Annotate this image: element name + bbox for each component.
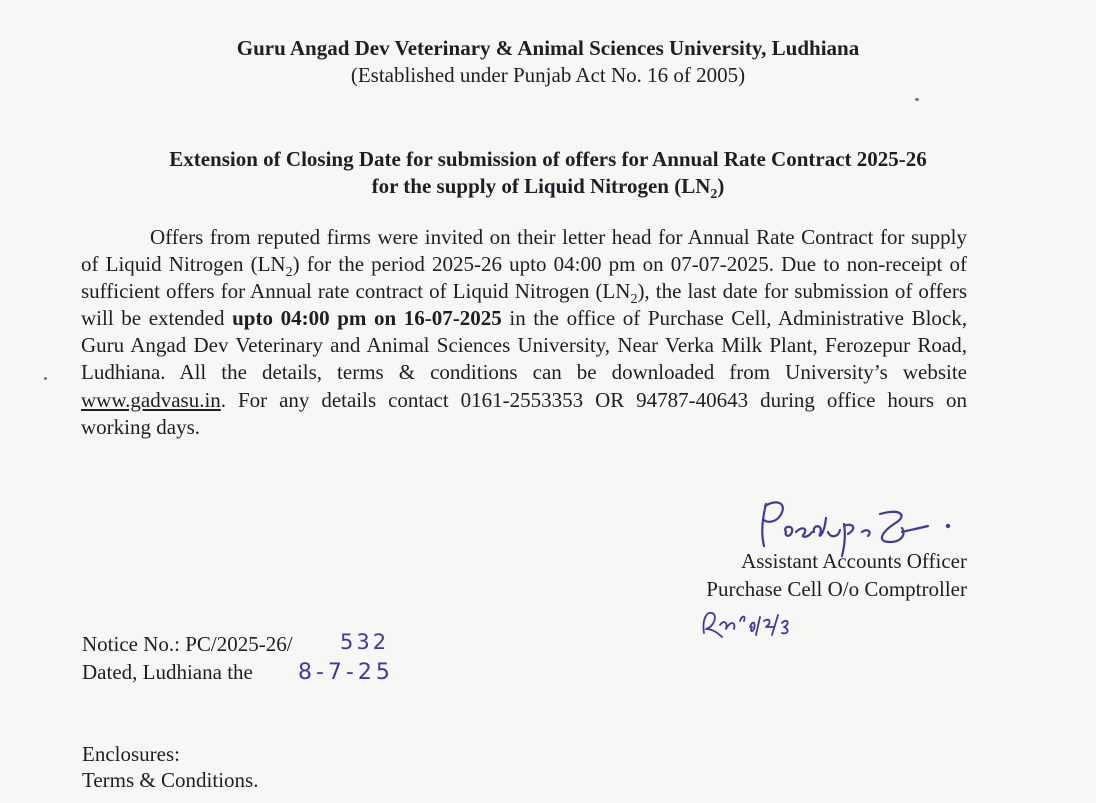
notice-title-line-2 <box>60 173 1036 203</box>
notice-number-label: Notice No.: PC/2025-26/ <box>82 632 293 656</box>
signatory-designation: Assistant Accounts Officer <box>741 549 967 573</box>
body-segment-2: ) for the period 2025-26 upto 04:00 pm on 07-07-2025. Due to non-receipt of sufficient offers for Annual rate contract of Liquid Nitrogen (LN <box>81 252 968 304</box>
website-link[interactable]: www.gadvasu.in <box>81 387 221 412</box>
body-subscript-2: 2 <box>630 292 638 308</box>
enclosure-item: Terms & Conditions. <box>82 768 259 792</box>
body-subscript-1: 2 <box>285 265 293 281</box>
body-segment-5: . For any details contact 0161-2553353 OR 94787-40643 during office hours on working days. <box>81 387 967 439</box>
body-segment-1: Offers from reputed firms were invited on their letter head for Annual Rate Contract for supply of Liquid Nitrogen (LN <box>81 225 967 277</box>
establishment-note: (Established under Punjab Act No. 16 of 2005) <box>350 63 746 87</box>
handwritten-date: 8-7-25 <box>298 660 394 685</box>
notice-title-line-2-end: ) <box>717 174 725 198</box>
body-segment-3: ), the last date for submission of offers will be extended <box>81 279 967 331</box>
university-name: Guru Angad Dev Veterinary & Animal Sciences University, Ludhiana <box>236 36 860 60</box>
handwritten-initials <box>698 603 808 643</box>
enclosures-label: Enclosures: <box>82 742 180 766</box>
body-segment-4: in the office of Purchase Cell, Administrative Block, Guru Angad Dev Veterinary and Animal Sciences University, Near Verka Milk Plant, Ferozepur Road, Ludhiana. All the details, terms & conditions can be downloaded from University’s website <box>81 306 967 385</box>
notice-body <box>81 224 967 441</box>
dated-label: Dated, Ludhiana the <box>82 660 253 684</box>
deadline-bold: upto 04:00 pm on 16-07-2025 <box>232 306 502 331</box>
paper-speck <box>915 98 919 101</box>
paper-speck <box>44 377 47 380</box>
notice-title-subscript: 2 <box>710 187 718 203</box>
notice-title-line-1: Extension of Closing Date for submission of offers for Annual Rate Contract 2025-26 <box>169 147 927 171</box>
handwritten-notice-number: 532 <box>340 630 390 654</box>
notice-title-line-2-text: for the supply of Liquid Nitrogen (LN <box>371 174 711 198</box>
signatory-department: Purchase Cell O/o Comptroller <box>706 577 967 601</box>
